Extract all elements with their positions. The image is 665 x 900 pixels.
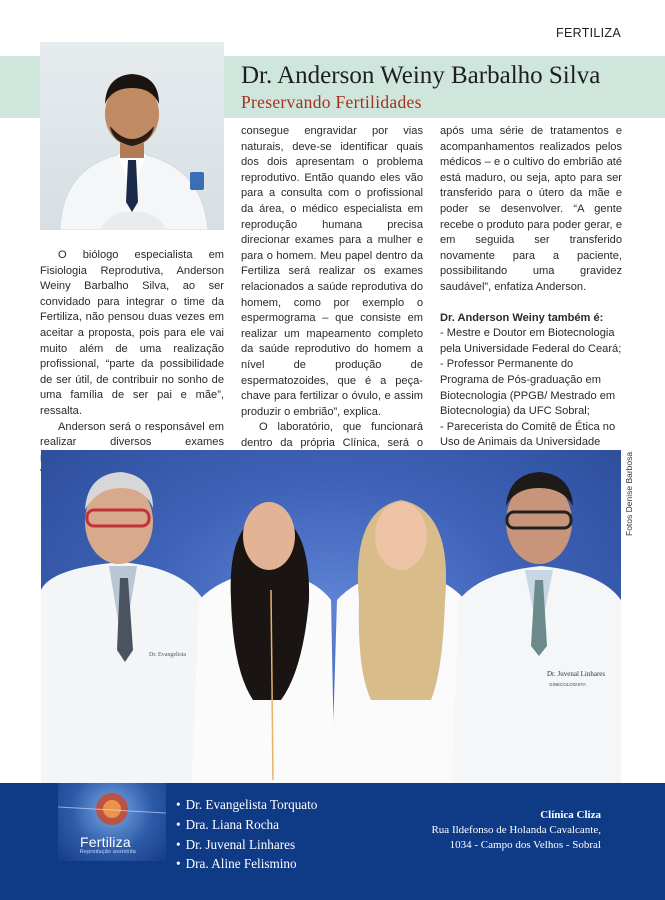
paragraph: O biólogo especialista em Fisiologia Reprodutiva, Anderson Weiny Barbalho Silva, ao ser convidado para integrar o time da Fertiliza, não pensou duas vezes em aceitar a proposta, pois para ele vai muito além de uma realização profissional, “parte da possibilidade de ser útil, de contribuir no sonho de uma família de ser pai e mãe”, ressalta.: [40, 249, 224, 417]
photo-credit: [624, 452, 638, 538]
clinic-address: [431, 808, 601, 853]
paragraph: consegue engravidar por vias naturais, deve-se identificar quais dos dois apresentam o problema reprodutivo. Então quando eles vão para a consulta com o profissional da área, o médico especialista em reprodução humana precisa direcionar exames para a mulher e para o homem. Meu papel dentro da Fertiliza será realizar os exames relacionados a saúde reprodutiva do homem, como por exemplo o espermograma – que consiste em realizar um mapeamento completo da saúde reprodutivo do homem a nível de produção de espermatozoides, que é a peça-chave para fertilizar o óvulo, e assim produzir o embrião”, explica.: [241, 125, 423, 418]
portrait-illustration: [40, 42, 224, 230]
paragraph: O laboratório, que funcionará dentro da própria Clínica, será o: [241, 421, 423, 449]
list-item: • Dr. Juvenal Linhares: [176, 835, 317, 855]
coat-label: Dr. Evangelista: [149, 652, 186, 658]
credential-item: - Parecerista do Comitê de Ética no Uso de Animais da Universidade: [440, 420, 616, 449]
article-column-2: [241, 124, 423, 498]
coat-label: GINECOLOGISTA: [549, 682, 586, 687]
address-line: 1034 - Campo dos Velhos - Sobral: [449, 839, 601, 851]
doctor-list: [176, 795, 317, 874]
portrait-photo: [40, 42, 224, 230]
article-subtitle: Preservando Fertilidades: [241, 92, 422, 112]
section-label: FERTILIZA: [556, 26, 621, 40]
credential-item: - Mestre e Doutor em Biotecnologia pela Universidade Federal do Ceará;: [440, 327, 622, 355]
article-column-1: [40, 248, 224, 482]
article-title: Dr. Anderson Weiny Barbalho Silva: [241, 62, 601, 89]
list-item: • Dr. Evangelista Torquato: [176, 795, 317, 815]
credentials-heading: Dr. Anderson Weiny também é:: [440, 311, 604, 324]
paragraph: Anderson será o responsável em realizar diversos exames: [40, 420, 224, 449]
team-photo: [41, 450, 621, 800]
clinic-name: Clínica Cliza: [540, 809, 601, 821]
photo-credit-text: Fotos Denise Barbosa: [624, 451, 634, 536]
logo-brand: Fertiliza: [80, 834, 131, 850]
logo-tagline: Reprodução assistida: [80, 849, 137, 855]
address-line: Rua Ildefonso de Holanda Cavalcante,: [431, 824, 601, 836]
credential-item: - Professor Permanente do Programa de Pós-graduação em Biotecnologia (PPGB/ Mestrado em Biotecnologia) da UFC Sobral;: [440, 358, 616, 418]
coat-label: Dr. Juvenal Linhares: [547, 670, 606, 678]
list-item: • Dra. Liana Rocha: [176, 815, 317, 835]
list-item: • Dra. Aline Felismino: [176, 854, 317, 874]
article-column-3: [440, 124, 622, 482]
paragraph: após uma série de tratamentos e acompanhamentos realizados pelos médicos – e o cultivo do embrião até está maduro, ou seja, apto para ser transferido para o útero da mãe e poder se desenvolver. “A gente recebe o produto para poder gerar, e em seguida ser transferido novamente para a paciente, possibilitando uma gravidez saudável”, enfatiza Anderson.: [440, 125, 622, 293]
clinic-logo: [58, 783, 166, 861]
team-illustration: [41, 450, 621, 800]
